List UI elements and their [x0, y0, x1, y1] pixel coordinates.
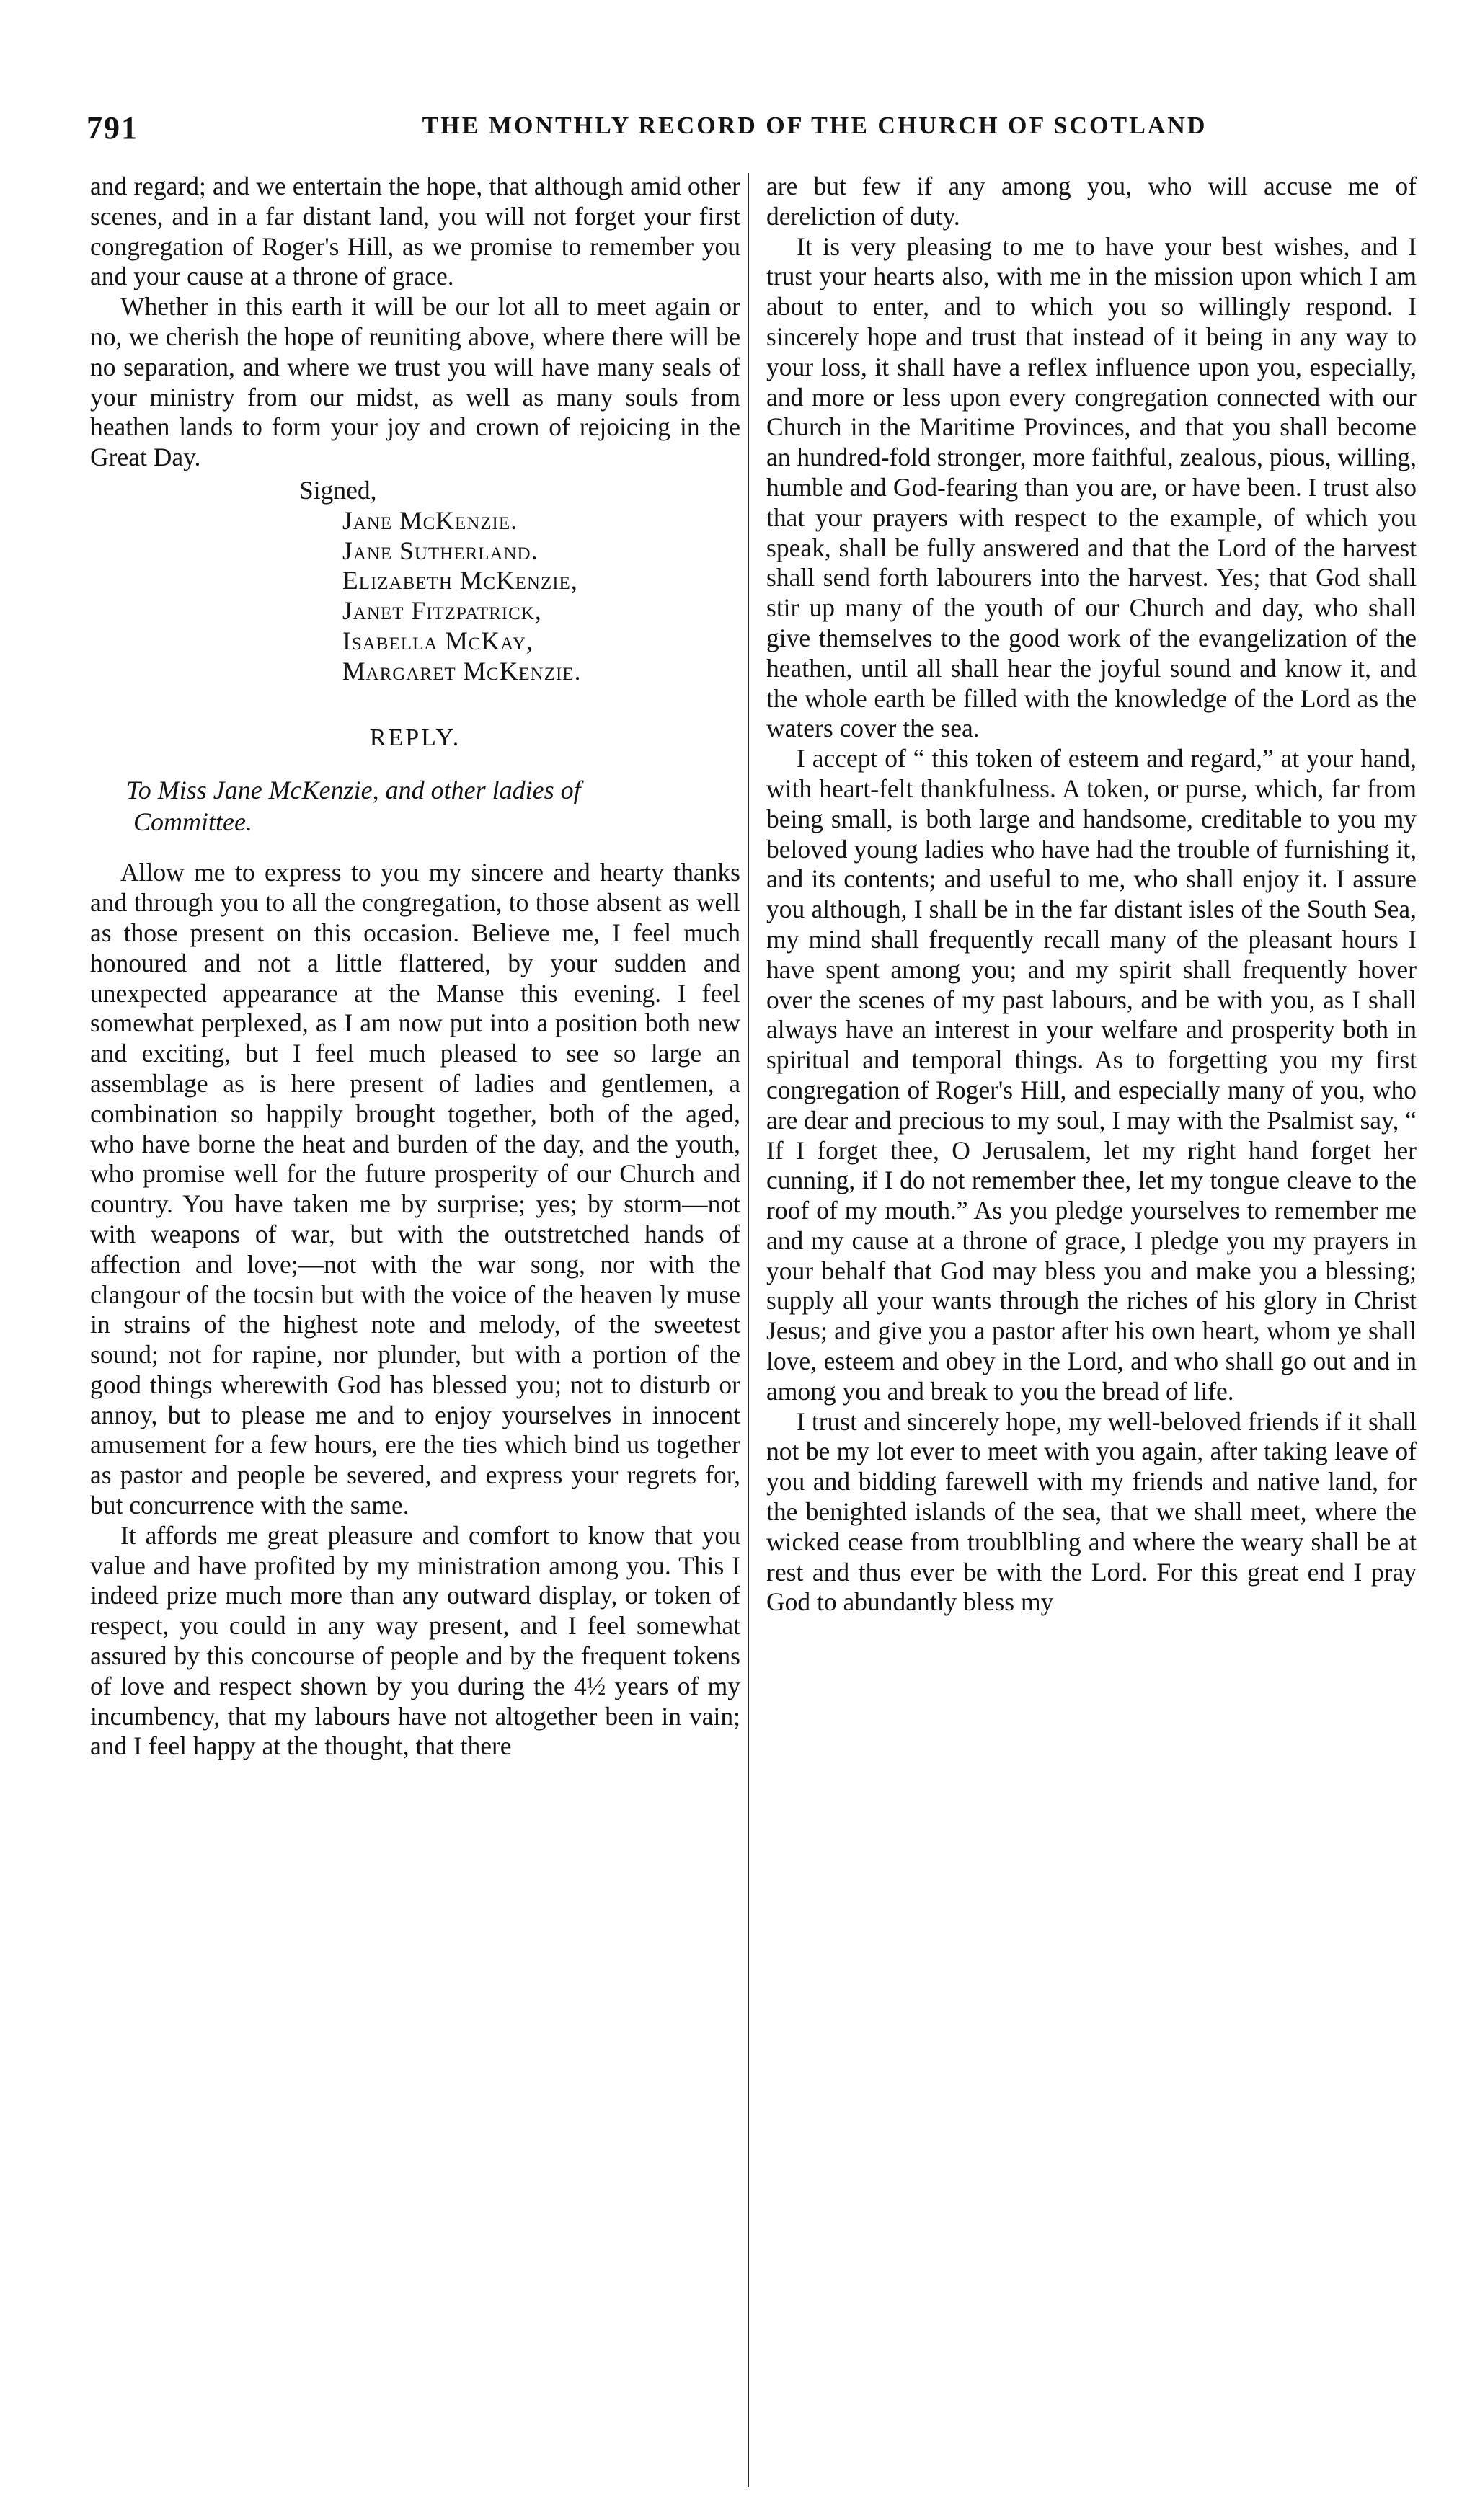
address-paragraph: and regard; and we entertain the hope, that although amid other scenes, and in a far distant land, you will not forget your first congregation of Roger's Hill, as we promise to remember you and your cause at a throne of grace. [90, 172, 740, 291]
reply-addressee [90, 774, 740, 838]
signature-block [299, 476, 740, 687]
reply-paragraph: Allow me to express to you my sincere and hearty thanks and through you to all the congregation, to those absent as well as those present on this occasion. Believe me, I feel much honoured and not a little flattered, by your sudden and unexpected appearance at the Manse this evening. I feel somewhat perplexed, as I am now put into a position both new and exciting, but I feel much pleased to see so large an assemblage as is here present of ladies and gentlemen, a combination so happily brought together, both of the aged, who have borne the heat and burden of the day, and the youth, who promise well for the future prosperity of our Church and country. You have taken me by surprise; yes; by storm—not with weapons of war, but with the outstretched hands of affection and love;—not with the war song, nor with the clangour of the tocsin but with the voice of the heaven ly muse in strains of the highest note and melody, of the sweetest sound; not for rapine, nor plunder, but with a portion of the good things wherewith God has blessed you; not to disturb or annoy, but to please me and to enjoy yourselves in innocent amusement for a few hours, ere the ties which bind us together as pastor and people be severed, and express your regrets for, but concurrence with the same. [90, 858, 740, 1520]
address-paragraph: Whether in this earth it will be our lot all to meet again or no, we cherish the hope of reuniting above, where there will be no separation, and where we trust you will have many seals of your ministry from our midst, as well as many souls from heathen lands to form your joy and crown of rejoicing in the Great Day. [90, 292, 740, 472]
signatory-name: Janet Fitzpatrick, [342, 596, 542, 626]
signatory-name: Elizabeth McKenzie, [342, 566, 578, 595]
reply-paragraph: I accept of “ this token of esteem and regard,” at your hand, with heart-felt thankfulness. A token, or purse, which, far from being small, is both large and handsome, creditable to you my beloved young ladies who have had the trouble of furnishing it, and its contents; and useful to me, who shall enjoy it. I assure you although, I shall be in the far distant isles of the South Sea, my mind shall frequently recall many of the pleasant hours I have spent among you; and my spirit shall frequently hover over the scenes of my past labours, and be with you, as I shall always have an interest in your welfare and prosperity both in spiritual and temporal things. As to forgetting you my first congregation of Roger's Hill, and especially many of you, who are dear and precious to my soul, I may with the Psalmist say, “ If I forget thee, O Jerusalem, let my right hand forget her cunning, if I do not remember thee, let my tongue cleave to the roof of my mouth.” As you pledge yourselves to remember me and my cause at a throne of grace, I pledge you my prayers in your behalf that God may bless you and make you a blessing; supply all your wants through the riches of his glory in Christ Jesus; and give you a pastor after his own heart, whom ye shall love, esteem and obey in the Lord, and who shall go out and in among you and break to you the bread of life. [766, 744, 1417, 1406]
reply-paragraph: are but few if any among you, who will accuse me of dereliction of duty. [766, 172, 1417, 231]
page-header [87, 110, 1399, 150]
signatory-name: Jane Sutherland. [342, 536, 539, 565]
signatory-name: Margaret McKenzie. [342, 656, 582, 686]
running-title: THE MONTHLY RECORD OF THE CHURCH OF SCOTLAND [422, 112, 1208, 139]
page-number: 791 [87, 110, 138, 146]
reply-paragraph: It affords me great pleasure and comfort to know that you value and have profited by my ministration among you. This I indeed prize much more than any outward display, or token of respect, you could in any way present, and I feel somewhat assured by this concourse of people and by the frequent tokens of love and respect shown by you during the 4½ years of my incumbency, that my labours have not altogether been in vain; and I feel happy at the thought, that there [90, 1520, 740, 1761]
signatory-name: Jane McKenzie. [342, 505, 518, 535]
addressee-line: Committee. [133, 807, 252, 837]
addressee-line: To Miss Jane McKenzie, and other ladies of [126, 776, 581, 805]
left-column [90, 172, 740, 1762]
reply-paragraph: I trust and sincerely hope, my well-beloved friends if it shall not be my lot ever to meet with you again, after taking leave of you and bidding farewell with my friends and native land, for the benighted islands of the sea, that we shall meet, where the wicked cease from troublbling and where the weary shall be at rest and thus ever be with the Lord. For this great end I pray God to abundantly bless my [766, 1406, 1417, 1617]
right-column [766, 172, 1417, 1618]
signatory-name: Isabella McKay, [342, 626, 533, 655]
column-divider [748, 173, 749, 2487]
reply-paragraph: It is very pleasing to me to have your best wishes, and I trust your hearts also, with me in the mission upon which I am about to enter, and to which you so willingly respond. I sincerely hope and trust that instead of it being in any way to your loss, it shall have a reflex influence upon you, especially, and more or less upon every congregation connected with our Church in the Maritime Provinces, and that you shall become an hundred-fold stronger, more faithful, zealous, pious, willing, humble and God-fearing than you are, or have been. I trust also that your prayers with respect to the example, of which you speak, shall be fully answered and that the Lord of the harvest shall send forth labourers into the harvest. Yes; that God shall stir up many of the youth of our Church and day, who shall give themselves to the good work of the evangelization of the heathen, until all shall hear the joyful sound and know it, and the whole earth be filled with the knowledge of the Lord as the waters cover the sea. [766, 231, 1417, 743]
signed-label: Signed, [299, 475, 377, 505]
reply-heading: REPLY. [369, 724, 461, 751]
